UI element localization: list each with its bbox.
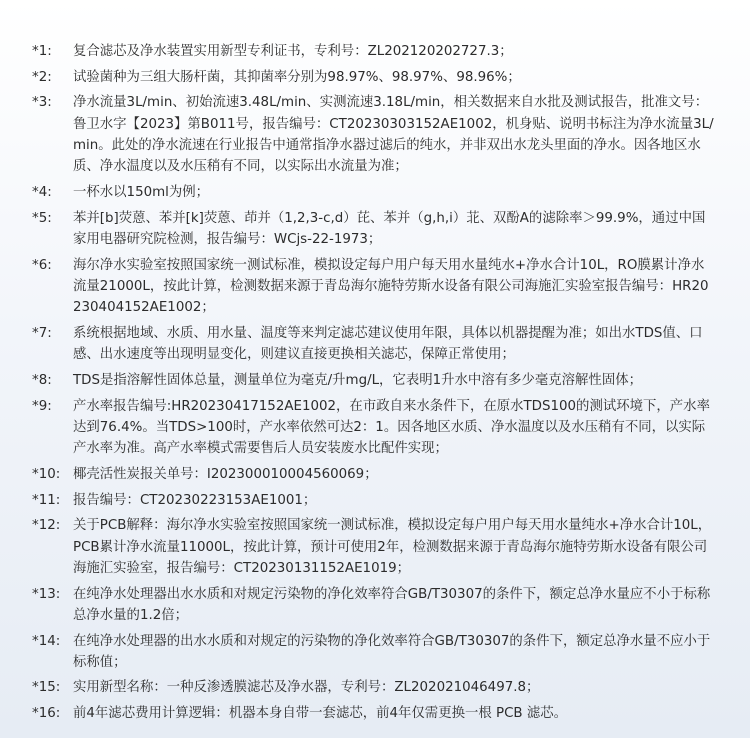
footnote-number: *2: (32, 69, 52, 85)
footnote-text: 报告编号：CT20230223153AE1001； (73, 492, 317, 508)
footnote-text: 系统根据地域、水质、用水量、温度等来判定滤芯建议使用年限，具体以机器提醒为准；如出水TDS值、口感、出水速度等出现明显变化，则建议直接更换相关滤芯，保障正常使用； (73, 325, 703, 363)
footnote-item (0, 255, 750, 319)
footnote-number: *11: (32, 492, 61, 508)
footnote-text: 净水流量3L/min、初始流速3.48L/min、实测流速3.18L/min，相关数据来自水批及测试报告，批准文号：鲁卫水字【2023】第B011号，报告编号：CT20230303152AE1002，机身贴、说明书标注为净水流量3L/min。此处的净水流速在行业报告中通常指净水器过滤后的纯水，并非双出水龙头里面的净水。因各地区水质、净水温度以及水压稍有不同，以实际出水流量为准； (73, 95, 714, 175)
footnote-number: *5: (32, 210, 52, 226)
footnote-number: *14: (32, 633, 61, 649)
footnote-text: TDS是指溶解性固体总量，测量单位为毫克/升mg/L，它表明1升水中溶有多少毫克溶解性固体； (73, 372, 642, 388)
footnotes-list (0, 41, 750, 729)
footnote-number: *7: (32, 325, 52, 341)
footnote-text: 海尔净水实验室按照国家统一测试标准，模拟设定每户用户每天用水量纯水+净水合计10L，RO膜累计净水流量21000L，按此计算，检测数据来源于青岛海尔施特劳斯水设备有限公司海施汇实验室报告编号：HR20230404152AE1002； (73, 257, 709, 316)
footnote-number: *4: (32, 184, 52, 200)
footnote-item (0, 584, 750, 627)
footnote-number: *1: (32, 44, 52, 59)
footnote-item (0, 464, 750, 485)
footnote-text: 关于PCB解释：海尔净水实验室按照国家统一测试标准，模拟设定每户用户每天用水量纯水+净水合计10L，PCB累计净水流量11000L，按此计算，预计可使用2年，检测数据来源于青岛海尔施特劳斯水设备有限公司海施汇实验室，报告编号：CT20230131152AE1019； (73, 518, 712, 576)
footnote-item (0, 182, 750, 203)
footnote-text: 实用新型名称：一种反渗透膜滤芯及净水器，专利号：ZL202021046497.8； (73, 680, 540, 696)
footnote-text: 试验菌种为三组大肠杆菌，其抑菌率分别为98.97%、98.97%、98.96%； (73, 69, 521, 85)
footnote-text: 椰壳活性炭报关单号：I202300010004560069； (73, 466, 378, 482)
footnote-item (0, 92, 750, 177)
footnote-number: *9: (32, 398, 52, 414)
footnote-item (0, 208, 750, 251)
footnote-text: 苯并[b]荧蒽、苯并[k]荧蒽、茚并（1,2,3-c,d）芘、苯并（g,h,i）苝、双酚A的滤除率＞99.9%，通过中国家用电器研究院检测，报告编号：WCjs-22-1973； (73, 210, 706, 247)
footnote-text: 产水率报告编号:HR20230417152AE1002，在市政自来水条件下，在原水TDS100的测试环境下，产水率达到76.4%。当TDS>100时，产水率依然可达2：1。因各地区水质、净水温度以及水压稍有不同，以实际产水率为准。高产水率模式需要售后人员安装废水比配件实现； (73, 398, 710, 457)
footnote-number: *3: (32, 95, 52, 111)
footnote-item (0, 67, 750, 88)
footnote-number: *16: (32, 706, 61, 722)
footnote-number: *8: (32, 372, 52, 388)
footnote-item (0, 396, 750, 460)
footnote-text: 在纯净水处理器的出水水质和对规定的污染物的净化效率符合GB/T30307的条件下，额定总净水量不应小于标称值； (73, 633, 711, 670)
footnote-number: *12: (32, 518, 61, 534)
footnote-number: *6: (32, 257, 52, 273)
footnote-item (0, 323, 750, 366)
footnote-text: 前4年滤芯费用计算逻辑：机器本身自带一套滤芯，前4年仅需更换一根 PCB 滤芯。 (73, 706, 568, 722)
footnote-item (0, 677, 750, 698)
footnote-item (0, 703, 750, 724)
footnote-item (0, 515, 750, 579)
footnote-item (0, 631, 750, 674)
footnote-number: *13: (32, 586, 61, 602)
footnote-item (0, 490, 750, 511)
footnote-text: 在纯净水处理器出水水质和对规定污染物的净化效率符合GB/T30307的条件下，额定总净水量应不小于标称总净水量的1.2倍； (73, 586, 711, 623)
footnote-item (0, 41, 750, 62)
footnote-number: *10: (32, 466, 61, 482)
footnote-text: 复合滤芯及净水装置实用新型专利证书，专利号：ZL202120202727.3； (73, 44, 513, 59)
footnote-number: *15: (32, 680, 61, 696)
footnote-item (0, 370, 750, 391)
footnote-text: 一杯水以150ml为例； (73, 184, 210, 200)
